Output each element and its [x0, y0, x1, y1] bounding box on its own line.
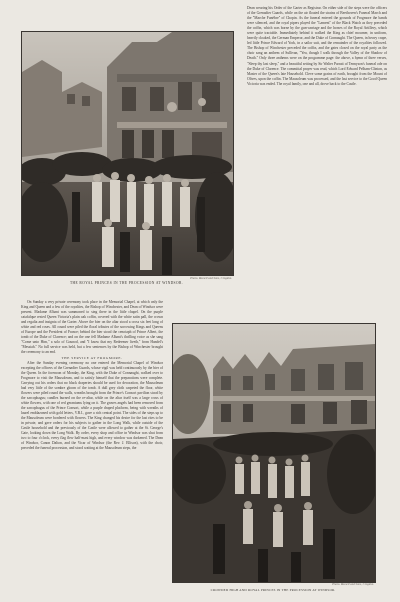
photo2-credit: Photo. Russell and Sons, Crogdon.: [332, 582, 374, 586]
left-column-paragraph-2: After the Sunday evening ceremony no one entered the Memorial Chapel of Windsor excepting the officers of the Grenadier Guards, whose vigil was held continuously by the bier of the Queen. In the forenoon of Monday, the King, with the Duke of Connaught, walked over to Frogmore to visit the Mausoleum, and to satisfy himself that the preparations were complete. Carrying out his orders that no black draperies should be used for decoration, the Mausoleum had very little of the sombre gloom of the tomb. A dull grey cloth carpeted the floor, white flowers were piled round the walls, wreaths brought from the Prince's Consort pavilion stood by the sarcophagus; candles burned on the re-altar, while on the altar itself was a large cross of white flowers, with one of red geraniums lying on it. The graves angels had been removed from the sarcophagus of the Prince Consort, while a purple draped platform, being with wreaths of laurel emblazoned with gold letters, V.R.I., gave a rich central point. The sides of the steps up to the Mausoleum were bordered with flowers. The King changed his desire for the last rites to be in private, and gave orders for his subjects to gather in the Long Walk, while outside of the Castle household and the previously of the Castle were allowed to gather at the St. George's Gate, looking down the Long Walk. By order, every shop and office in Windsor was shut from two to four o'clock, every flag flew half-mast high, and every window was darkened. The Dean of Windsor, Canon Dalton, and the Vicar of Windsor (the Rev. J. Ellison), with the choir, preceded the funeral procession, and stood waiting at the Mausoleum steps, the: [21, 360, 163, 451]
photo1-credit: Photo. Russell and Sons, Crogdon.: [190, 276, 232, 280]
photo-procession-image: [22, 32, 233, 275]
left-column-paragraph-1: On Sunday a very private ceremony took place in the Memorial Chapel, at which only the King and Queen and a few of the royalties, the Bishop of Winchester, and Dean of Windsor were present. Madame Albani was summoned to sing there in the little chapel. On the purple catafalque rested Queen Victoria's plain oak coffin, covered with the white satin pall, the crown and regalia and insignia of the Garter. Above the bier on the altar stood a cross six feet long of white and red roses. All round were piled the floral tributes of the sorrowing Kings and Queens of Europe and the President of France; behind the bier stood the cenotaph of Prince Albert, the tomb of the Duke of Clarence; and on the one fell Madame Albani's thrilling voice as she sang "Come unto Him," a solo of Gounod, and "I know that my Redeemer liveth," from Handel's "Messiah." No full service was held, but a few sentences by the Bishop of Winchester brought the ceremony to an end.: [21, 300, 163, 355]
right-column-paragraph: Dean wearing his Order of the Garter as Registrar. On either side of the steps were the officers of the Grenadier Guards, while on the air floated the strains of Beethoven's Funeral March and the "Marche Funèbre" of Chopin. As the funeral entered the grounds of Frogmore the bands were silenced, and the royal pipers played the "Lament" of the Black Watch as they preceded the coffin, which was borne by the gun-carriage and the horses of the Royal Artillery, which were quite tractable. Immediately behind it walked the King as chief mourner, in uniform, heavily cloaked, the German Emperor, and the Duke of Connaught. The Queen, in heavy crape, led little Prince Edward of York, in a sailor suit, and the remainder of the royalties followed. The Bishop of Winchester preceded the coffin, and the gates closed on the royal party as the choir sang an anthem of Sullivan, "Yea, though I walk through the Valley of the Shadow of Death." Only three anthems were on the programme page: the above, a hymn of three verses, "Sleep thy last sleep," and a beautiful setting by Sir Walter Parratt of Tennyson's funeral ode on the Duke of Clarence. The committal prayer was read, which Lord Edward Pelham-Clinton, as Master of the Queen's late Household. Cleve some grains of earth, brought from the Mount of Olives, upon the coffin. The Mausoleum was processed, and the last service to the Good Queen Victoria was ended. The royal family, one and all, drove back to the Castle.: [247, 6, 387, 86]
section-subhead-frogmore: THE SERVICE AT FROGMORE.: [61, 355, 123, 360]
photo-crowd-image: [173, 324, 375, 582]
photo-royal-princes-procession: [21, 31, 234, 276]
photo2-caption: CROWDED HIGH AND ROYAL PRINCES IN THE PROCESSION AT WINDSOR.: [210, 588, 336, 592]
photo-crowded-procession: [172, 323, 376, 583]
text-column-right-top: [247, 6, 387, 87]
photo1-caption: THE ROYAL PRINCES IN THE PROCESSION AT WINDSOR.: [69, 281, 184, 285]
text-column-left: [21, 300, 163, 451]
